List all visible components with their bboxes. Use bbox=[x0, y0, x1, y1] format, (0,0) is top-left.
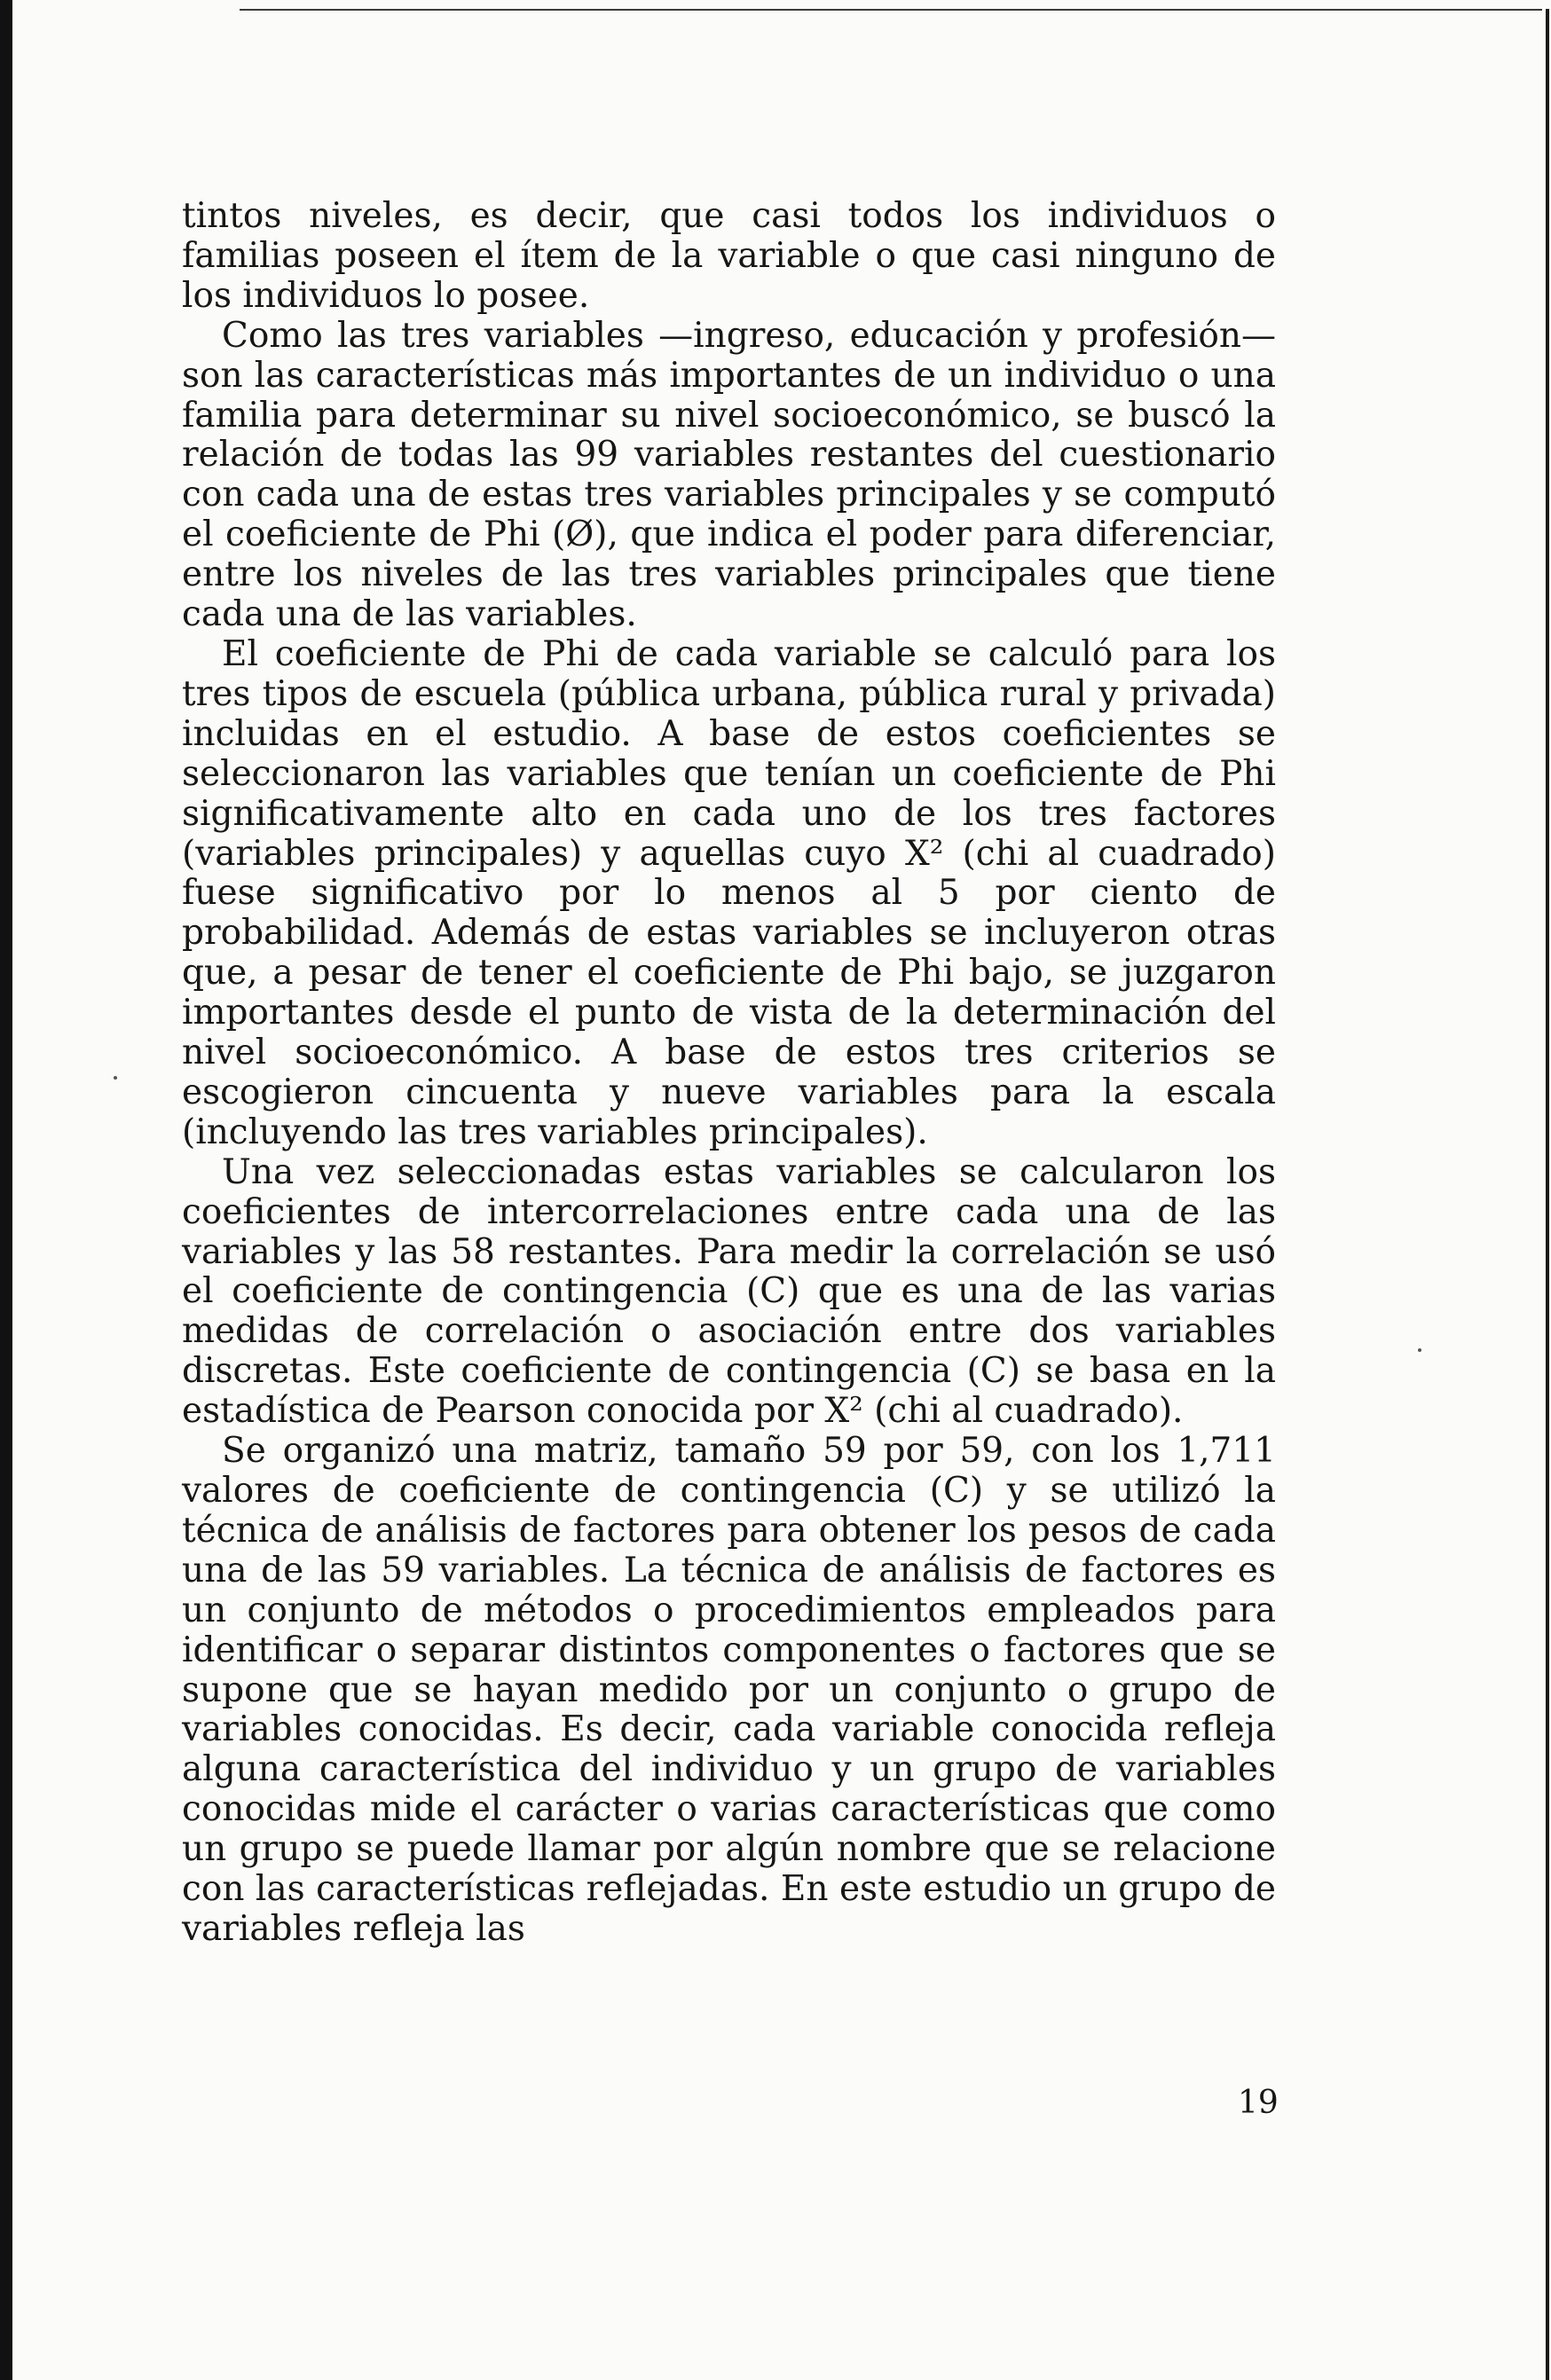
body-text bbox=[182, 197, 1276, 1950]
paragraph-variables: Como las tres variables —ingreso, educación y profesión— son las características más importantes de un individuo o una familia para determinar su nivel socioeconómico, se buscó la relación de todas las 99 variables restantes del cuestionario con cada una de estas tres variables principales y se computó el coeficiente de Phi (Ø), que indica el poder para diferenciar, entre los niveles de las tres variables principales que tiene cada una de las variables. bbox=[182, 315, 1276, 635]
paragraph-phi-coefficient: El coeficiente de Phi de cada variable se calculó para los tres tipos de escuela (pública urbana, pública rural y privada) incluidas en el estudio. A base de estos coeficientes se seleccionaron las variables que tenían un coeficiente de Phi significativamente alto en cada uno de los tres factores (variables principales) y aquellas cuyo X² (chi al cuadrado) fuese significativo por lo menos al 5 por ciento de probabilidad. Además de estas variables se incluyeron otras que, a pesar de tener el coeficiente de Phi bajo, se juzgaron importantes desde el punto de vista de la determinación del nivel socioeconómico. A base de estos tres criterios se escogieron cincuenta y nueve variables para la escala (incluyendo las tres variables principales). bbox=[182, 633, 1276, 1152]
paragraph-factor-analysis: Se organizó una matriz, tamaño 59 por 59, con los 1,711 valores de coeficiente de contingencia (C) y se utilizó la técnica de análisis de factores para obtener los pesos de cada una de las 59 variables. La técnica de análisis de factores es un conjunto de métodos o procedimientos empleados para identificar o separar distintos componentes o factores que se supone que se hayan medido por un conjunto o grupo de variables conocidas. Es decir, cada variable conocida refleja alguna característica del individuo y un grupo de variables conocidas mide el carácter o varias características que como un grupo se puede llamar por algún nombre que se relacione con las características reflejadas. En este estudio un grupo de variables refleja las bbox=[182, 1431, 1276, 1949]
scan-right-edge bbox=[1546, 9, 1549, 2380]
scan-left-edge bbox=[0, 0, 12, 2380]
scan-speck bbox=[1418, 1348, 1421, 1352]
paragraph-continuation: tintos niveles, es decir, que casi todos los individuos o familias poseen el ítem de la variable o que casi ninguno de los individuos lo posee. bbox=[182, 196, 1276, 316]
scan-top-edge bbox=[240, 9, 1542, 11]
page-number: 19 bbox=[1238, 2085, 1279, 2121]
scan-speck bbox=[114, 1076, 117, 1080]
paragraph-intercorrelations: Una vez seleccionadas estas variables se calcularon los coeficientes de intercorrelaciones entre cada una de las variables y las 58 restantes. Para medir la correlación se usó el coeficiente de contingencia (C) que es una de las varias medidas de correlación o asociación entre dos variables discretas. Este coeficiente de contingencia (C) se basa en la estadística de Pearson conocida por X² (chi al cuadrado). bbox=[182, 1151, 1276, 1432]
